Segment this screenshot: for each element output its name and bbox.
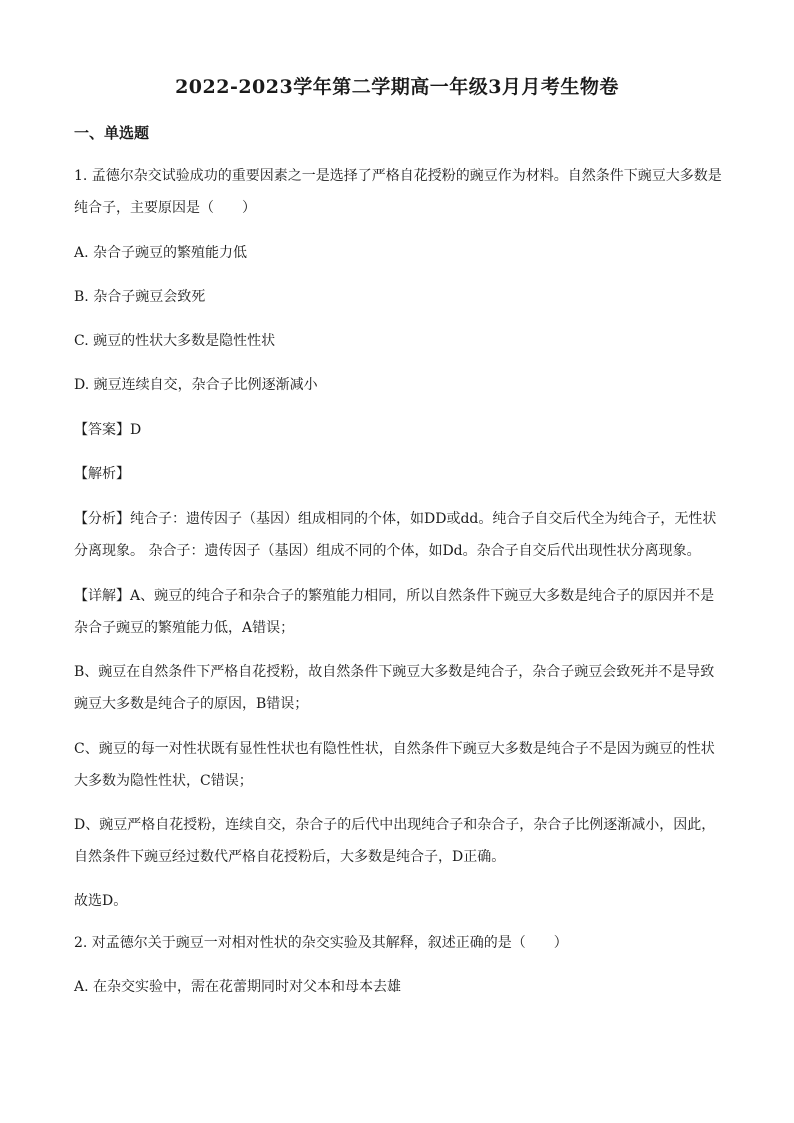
xiangjie-b-line-2: 豌豆大多数是纯合子的原因，B错误； [74, 696, 309, 712]
xiangjie-d-line-2: 自然条件下豌豆经过数代严格自花授粉后，大多数是纯合子，D正确。 [74, 849, 506, 865]
question-1-option-b: B. 杂合子豌豆会致死 [74, 289, 206, 305]
xiangjie-c-line-1: C、豌豆的每一对性状既有显性性状也有隐性性状，自然条件下豌豆大多数是纯合子不是因为豌豆的性状 [74, 741, 715, 757]
question-1-option-a: A. 杂合子豌豆的繁殖能力低 [74, 245, 248, 261]
fenxi-line-2: 分离现象。 杂合子：遗传因子（基因）组成不同的个体，如Dd。杂合子自交后代出现性状分离现象。 [74, 543, 701, 559]
xiangjie-a-line-1 [74, 586, 724, 606]
page-title: 2022-2023学年第二学期高一年级3月月考生物卷 [175, 76, 619, 98]
xiangjie-a-line-2: 杂合子豌豆的繁殖能力低，A错误； [74, 620, 295, 636]
answer-value: D [130, 422, 142, 438]
question-2-stem: 2. 对孟德尔关于豌豆一对相对性状的杂交实验及其解释，叙述正确的是（ ） [74, 935, 568, 951]
xiangjie-d-line-1: D、豌豆严格自花授粉，连续自交，杂合子的后代中出现纯合子和杂合子，杂合子比例逐渐减小，因此， [74, 817, 716, 833]
xiangjie-label: 【详解】 [74, 588, 130, 604]
section-heading: 一、单选题 [74, 124, 150, 142]
question-1-stem-line-2: 纯合子，主要原因是（ ） [74, 200, 256, 216]
analysis-label: 【解析】 [74, 466, 130, 482]
answer-line [74, 420, 724, 440]
xiangjie-c-line-2: 大多数为隐性性状，C错误； [74, 773, 253, 789]
question-1-option-d: D. 豌豆连续自交，杂合子比例逐渐减小 [74, 377, 318, 393]
question-2-option-a: A. 在杂交实验中，需在花蕾期同时对父本和母本去雄 [74, 979, 402, 995]
question-1-conclusion: 故选D。 [74, 893, 128, 909]
xiangjie-a-text-1: A、豌豆的纯合子和杂合子的繁殖能力相同，所以自然条件下豌豆大多数是纯合子的原因并不是 [130, 588, 715, 604]
xiangjie-b-line-1: B、豌豆在自然条件下严格自花授粉，故自然条件下豌豆大多数是纯合子，杂合子豌豆会致死并不是导致 [74, 664, 715, 680]
fenxi-line-1 [74, 509, 724, 529]
question-1-option-c: C. 豌豆的性状大多数是隐性性状 [74, 333, 276, 349]
answer-label: 【答案】 [74, 422, 130, 438]
question-1-stem-line-1: 1. 孟德尔杂交试验成功的重要因素之一是选择了严格自花授粉的豌豆作为材料。自然条件下豌豆大多数是 [74, 168, 722, 184]
fenxi-text-1: 纯合子：遗传因子（基因）组成相同的个体，如DD或dd。纯合子自交后代全为纯合子，无性状 [130, 511, 717, 527]
fenxi-label: 【分析】 [74, 511, 130, 527]
